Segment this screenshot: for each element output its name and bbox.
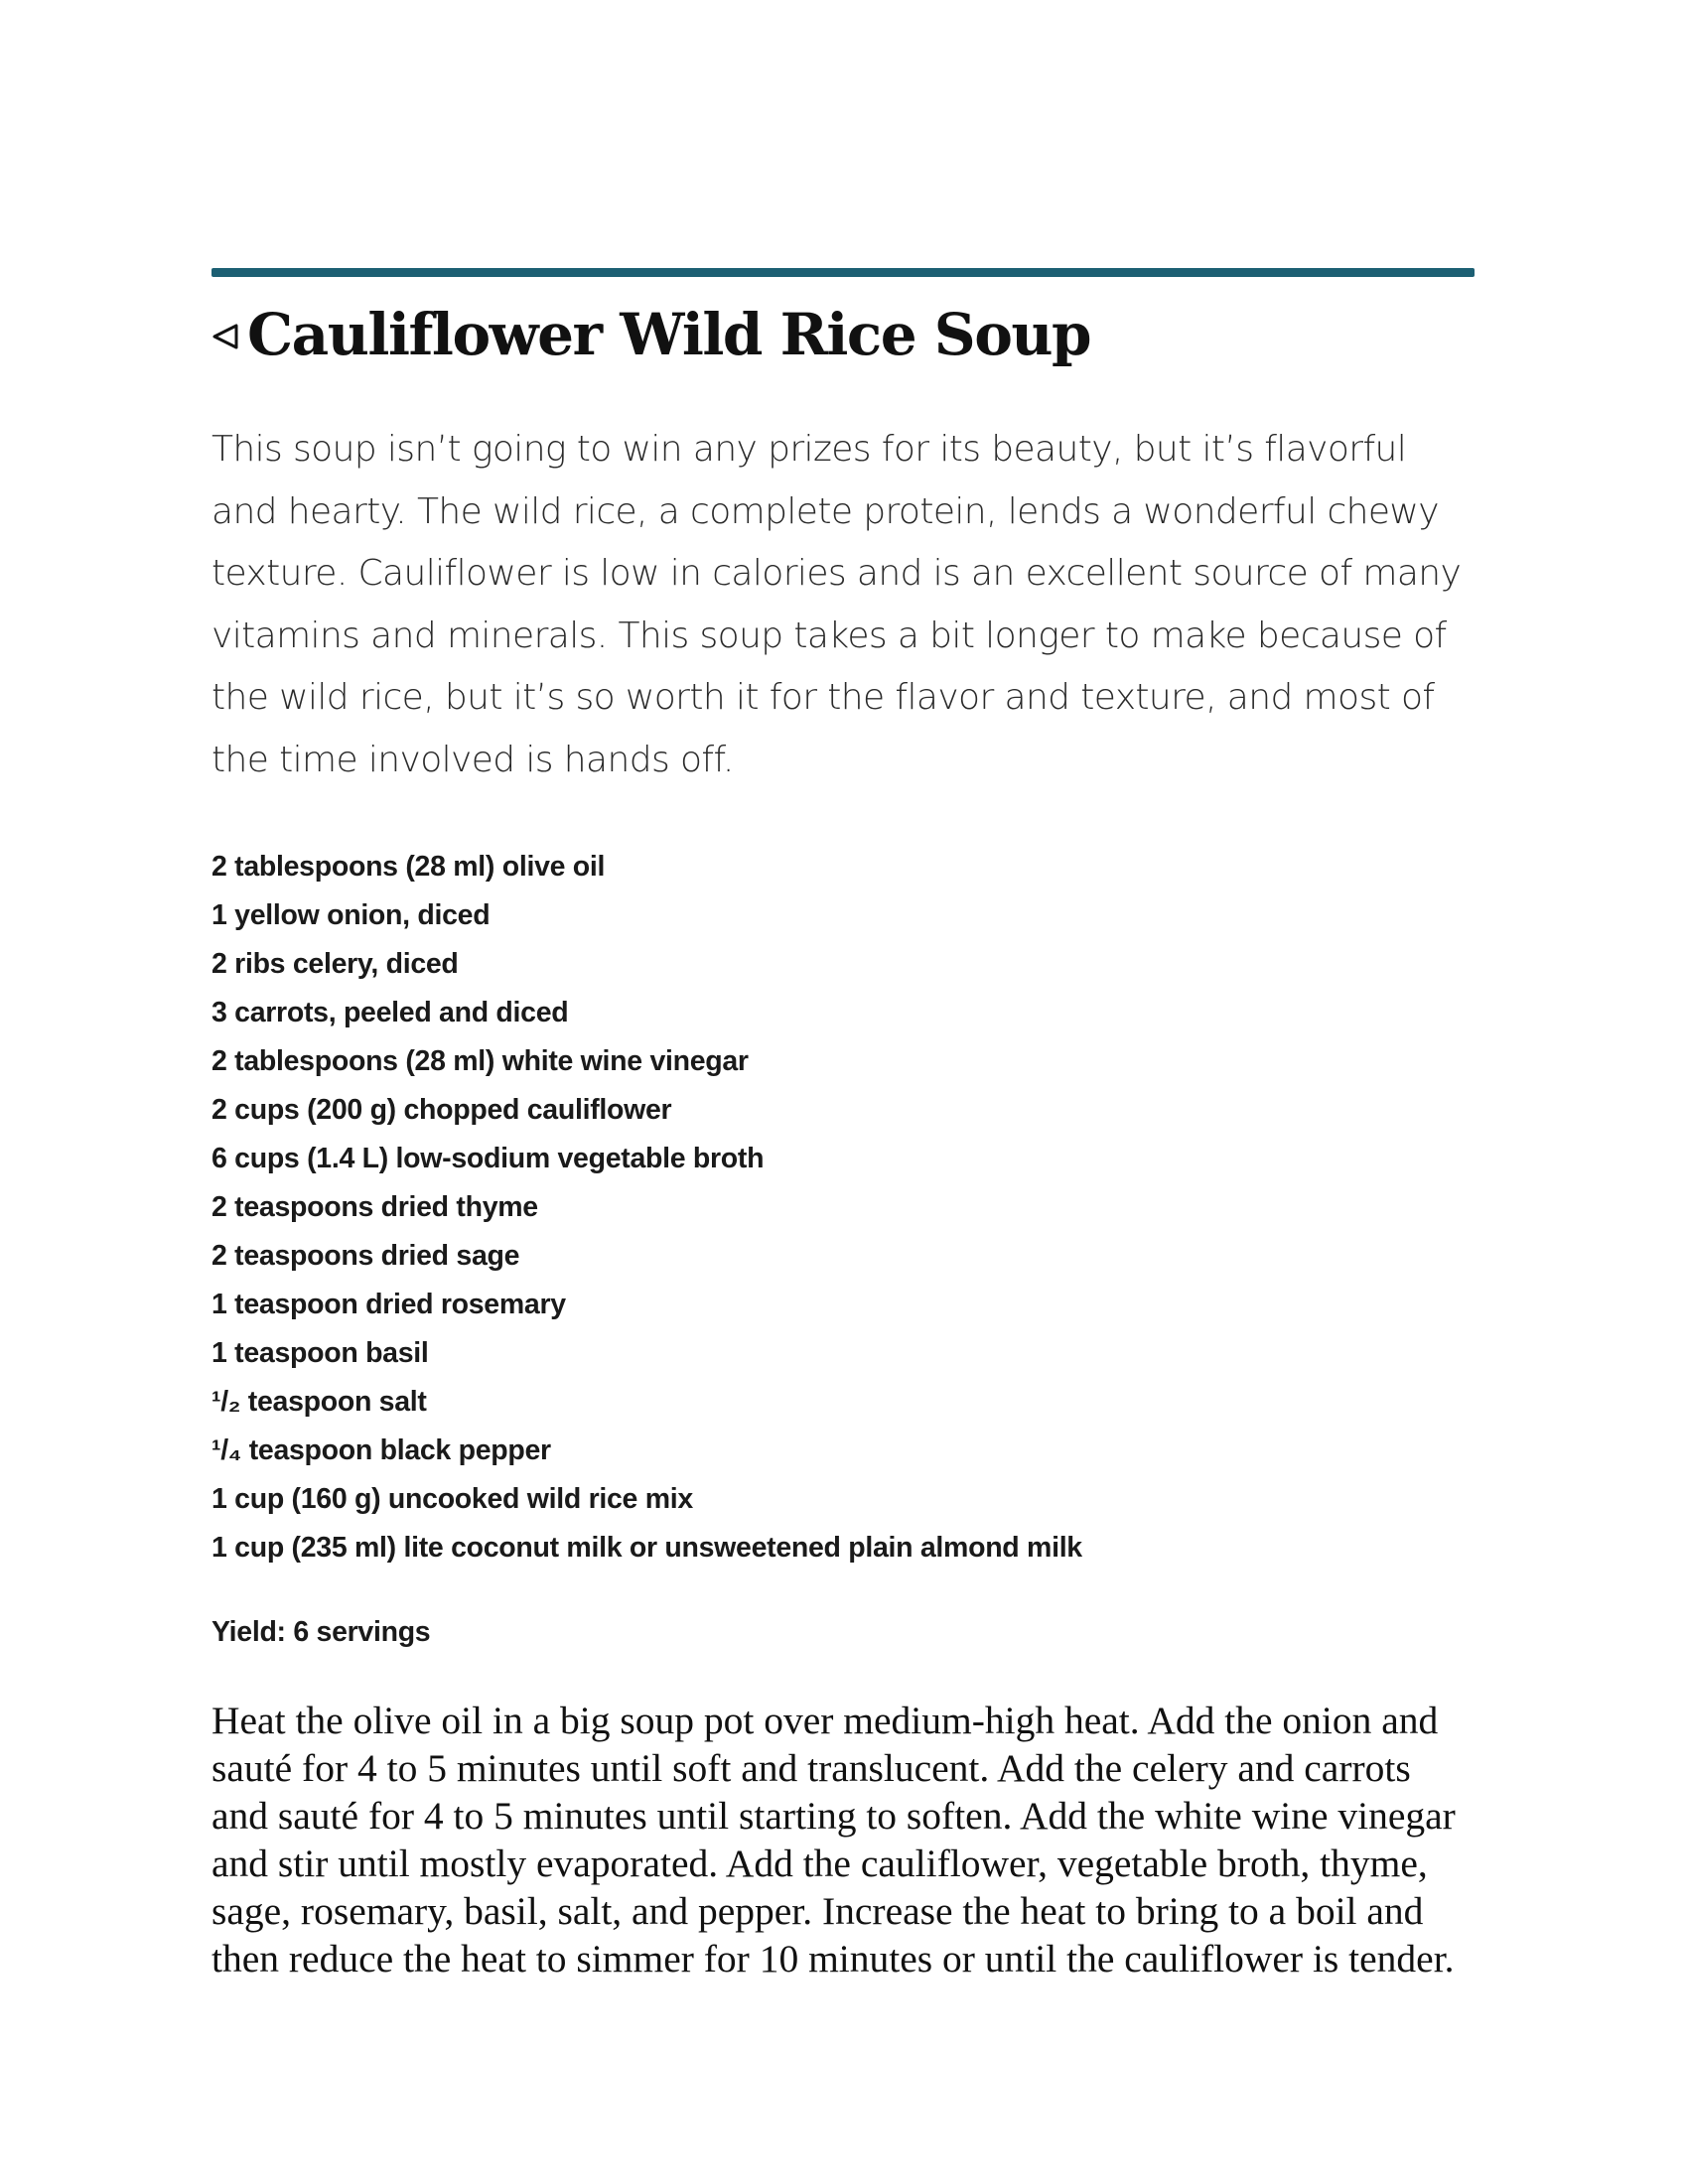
ingredient-item: 1 teaspoon dried rosemary <box>211 1289 566 1320</box>
ingredient-item: 2 tablespoons (28 ml) white wine vinegar <box>211 1045 749 1077</box>
ingredient-item: 1 cup (160 g) uncooked wild rice mix <box>211 1483 693 1515</box>
title-row <box>211 295 1475 374</box>
ingredient-item: 2 teaspoons dried sage <box>211 1240 520 1272</box>
ingredient-item: ¹/₄ teaspoon black pepper <box>211 1434 551 1466</box>
ingredient-item: ¹/₂ teaspoon salt <box>211 1386 427 1418</box>
ingredient-item: 2 tablespoons (28 ml) olive oil <box>211 851 606 883</box>
triangle-left-icon[interactable] <box>211 323 239 350</box>
recipe-intro: This soup isn’t going to win any prizes for its beauty, but it’s flavorful and hearty. The wild rice, a complete protein, lends a wonderful chewy texture. Cauliflower is low in calories and is an excellent source of many vitamins and minerals. This soup takes a bit longer to make because of the wild rice, but it’s so worth it for the flavor and texture, and most of the time involved is hands off. <box>211 429 1462 780</box>
recipe-directions: Heat the olive oil in a big soup pot over medium-high heat. Add the onion and sauté for 4 to 5 minutes until soft and translucent. Add the celery and carrots and sauté for 4 to 5 minutes until starting to soften. Add the white wine vinegar and stir until mostly evaporated. Add the cauliflower, vegetable broth, thyme, sage, rosemary, basil, salt, and pepper. Increase the heat to bring to a boil and then reduce the heat to simmer for 10 minutes or until the cauliflower is tender. <box>211 1699 1456 1980</box>
title-rule <box>211 268 1475 277</box>
ingredient-item: 1 cup (235 ml) lite coconut milk or unsweetened plain almond milk <box>211 1532 1082 1564</box>
recipe-page <box>211 268 1475 1982</box>
ingredient-item: 6 cups (1.4 L) low-sodium vegetable broth <box>211 1143 765 1174</box>
recipe-yield: Yield: 6 servings <box>211 1616 431 1648</box>
ingredient-list <box>211 843 1475 1572</box>
ingredient-item: 2 teaspoons dried thyme <box>211 1191 538 1223</box>
ingredient-item: 2 ribs celery, diced <box>211 948 459 980</box>
ingredient-item: 1 teaspoon basil <box>211 1337 429 1369</box>
ingredient-item: 3 carrots, peeled and diced <box>211 997 569 1028</box>
recipe-title: Cauliflower Wild Rice Soup <box>247 301 1091 368</box>
ingredient-item: 1 yellow onion, diced <box>211 899 491 931</box>
ingredient-item: 2 cups (200 g) chopped cauliflower <box>211 1094 672 1126</box>
